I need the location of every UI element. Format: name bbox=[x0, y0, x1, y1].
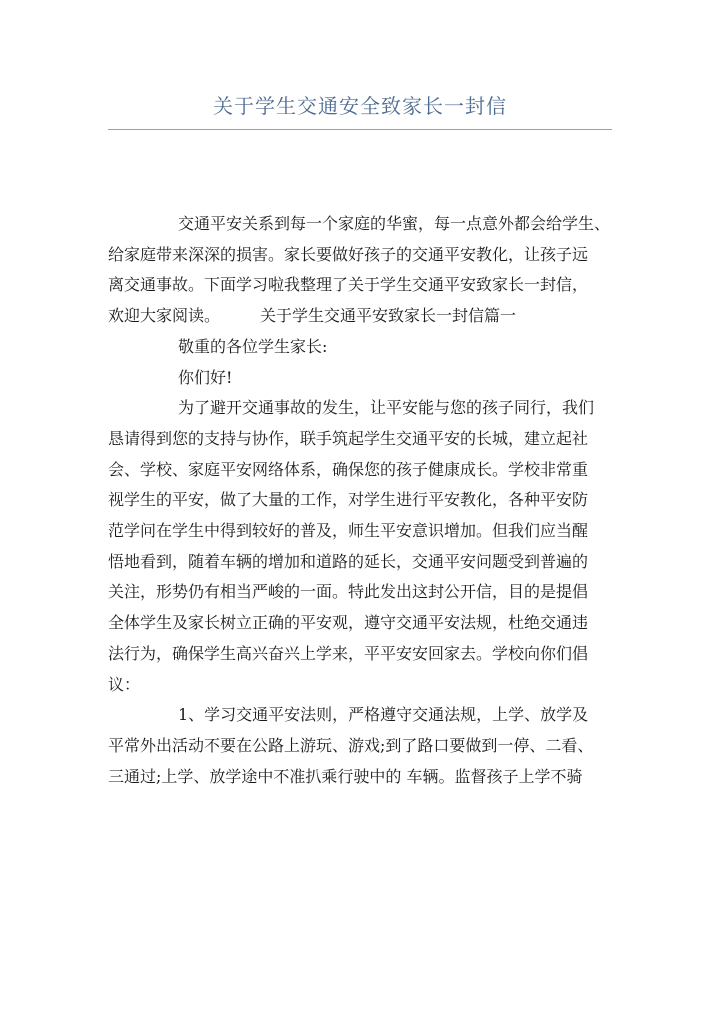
text-line: 三通过;上学、放学途中不准扒乘行驶中的 车辆。监督孩子上学不骑 bbox=[108, 766, 583, 786]
text-line: 1、学习交通平安法则，严格遵守交通法规，上学、放学及 bbox=[178, 705, 589, 725]
paragraph-1 bbox=[108, 393, 618, 700]
paragraph-2 bbox=[108, 700, 618, 792]
intro-paragraph bbox=[108, 209, 618, 332]
text-line bbox=[108, 301, 618, 332]
text-line: 法行为，确保学生高兴奋兴上学来，平平安安回家去。学校向你们倡 bbox=[108, 643, 589, 663]
section-subheading: 关于学生交通平安致家长一封信篇一 bbox=[260, 306, 517, 326]
document-title: 关于学生交通安全致家长一封信 bbox=[213, 94, 507, 118]
salutation: 敬重的各位学生家长: bbox=[178, 336, 328, 356]
title-divider bbox=[108, 129, 612, 130]
text-line: 交通平安关系到每一个家庭的华蜜，每一点意外都会给学生、 bbox=[178, 214, 611, 233]
text-line: 范学问在学生中得到较好的普及，师生平安意识增加。但我们应当醒 bbox=[108, 521, 589, 541]
intro-closing: 欢迎大家阅读。 bbox=[108, 306, 221, 326]
text-line: 全体学生及家长树立正确的平安观，遵守交通平安法规，杜绝交通违 bbox=[108, 613, 589, 633]
text-line: 议： bbox=[108, 674, 141, 694]
salutation-paragraph bbox=[108, 332, 618, 363]
text-line: 恳请得到您的支持与协作，联手筑起学生交通平安的长城，建立起社 bbox=[108, 428, 589, 448]
text-line: 给家庭带来深深的损害。家长要做好孩子的交通平安教化，让孩子远 bbox=[108, 244, 589, 264]
document-body bbox=[108, 209, 618, 792]
text-line: 离交通事故。下面学习啦我整理了关于学生交通平安致家长一封信， bbox=[108, 275, 589, 295]
text-line: 视学生的平安，做了大量的工作，对学生进行平安教化，各种平安防 bbox=[108, 490, 589, 510]
greeting: 你们好! bbox=[178, 367, 233, 387]
greeting-paragraph bbox=[108, 363, 618, 394]
text-line: 悟地看到，随着车辆的增加和道路的延长，交通平安问题受到普遍的 bbox=[108, 551, 589, 571]
text-line: 平常外出活动不要在公路上游玩、游戏;到了路口要做到一停、二看、 bbox=[108, 735, 594, 755]
text-line: 为了避开交通事故的发生，让平安能与您的孩子同行，我们 bbox=[178, 398, 595, 418]
text-line: 关注，形势仍有相当严峻的一面。特此发出这封公开信，目的是提倡 bbox=[108, 582, 589, 602]
text-line: 会、学校、家庭平安网络体系，确保您的孩子健康成长。学校非常重 bbox=[108, 459, 589, 479]
